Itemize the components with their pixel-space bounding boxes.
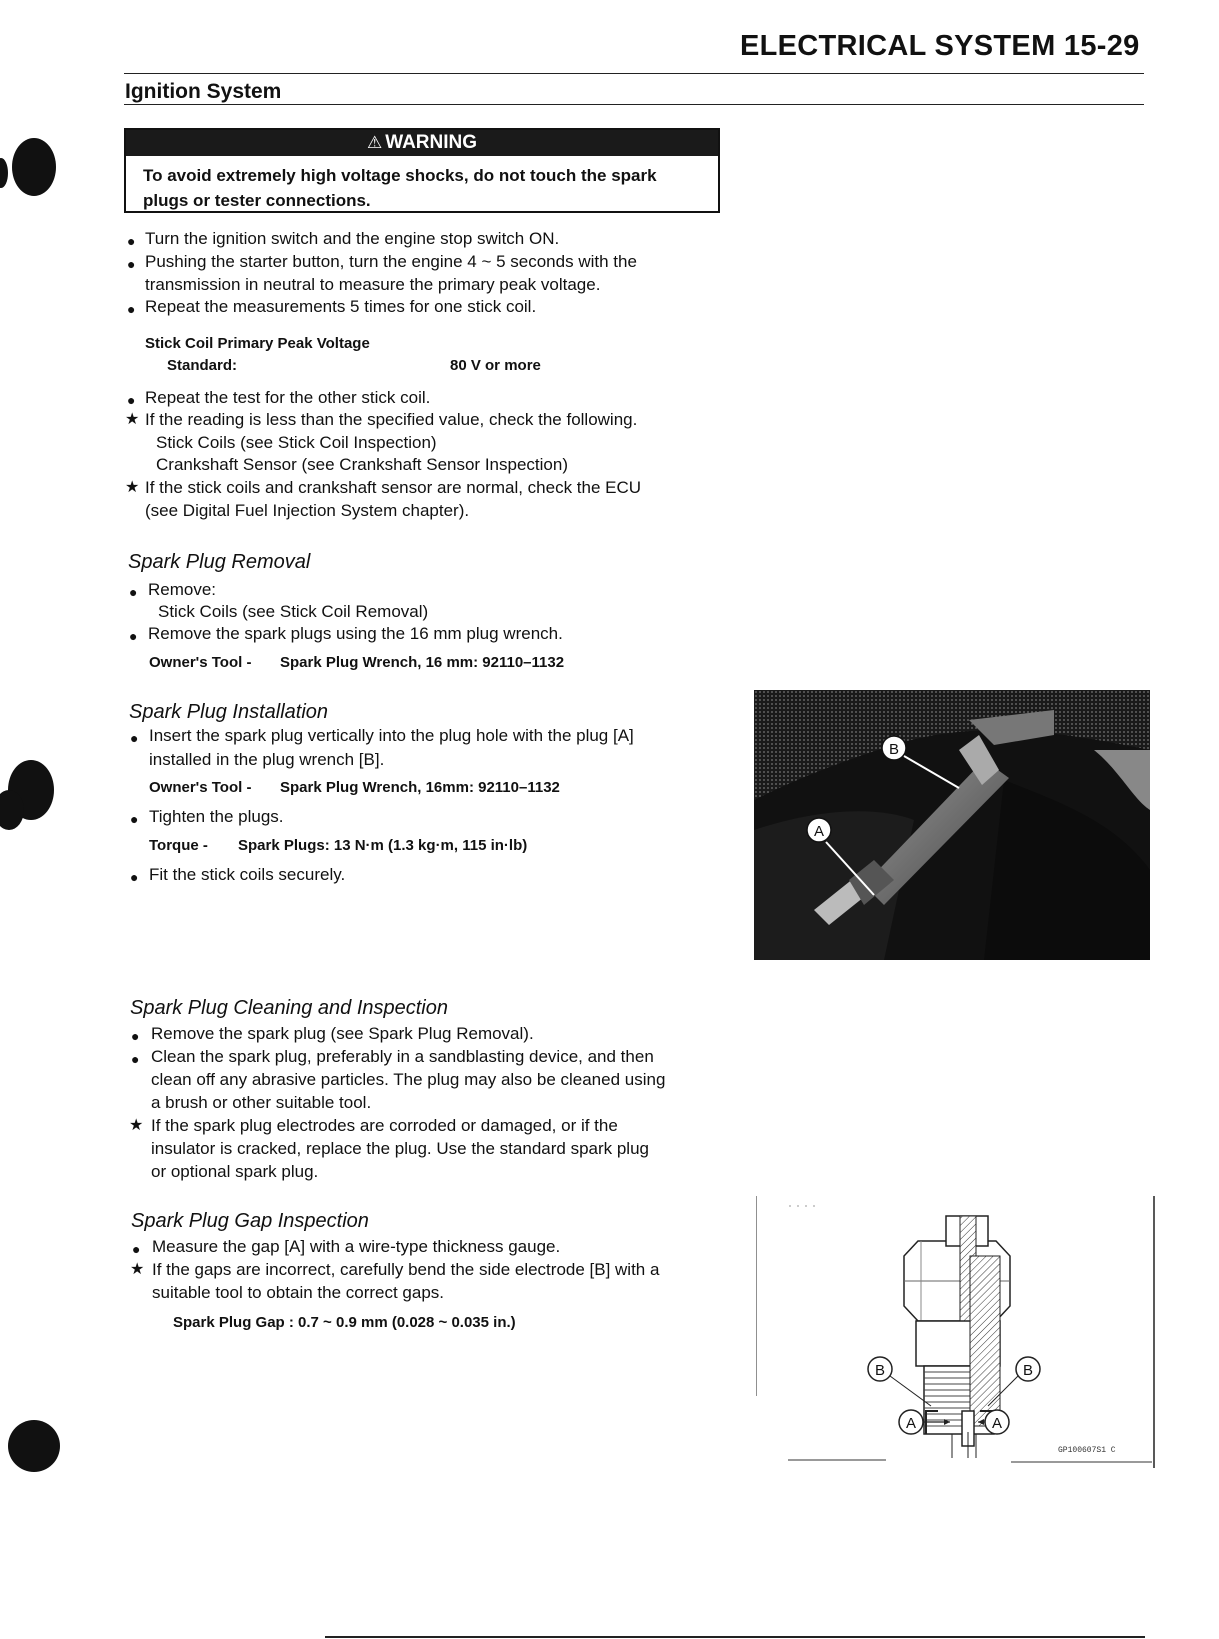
step-line: Stick Coils (see Stick Coil Inspection) bbox=[156, 433, 437, 452]
spark-plug-diagram bbox=[756, 1196, 1156, 1468]
step-line: Remove: bbox=[148, 580, 217, 599]
binder-hole bbox=[0, 158, 8, 188]
binder-hole bbox=[12, 138, 56, 196]
step-line: transmission in neutral to measure the primary peak voltage. bbox=[145, 275, 601, 294]
bullet-icon: ● bbox=[130, 730, 139, 746]
tool-label: Owner's Tool - bbox=[149, 779, 252, 796]
diagram-code: GP100607S1 C bbox=[1058, 1446, 1116, 1455]
step-line: If the gaps are incorrect, carefully bend the side electrode [B] with a bbox=[152, 1260, 660, 1279]
spec-label: Standard: bbox=[167, 357, 238, 374]
bullet-icon: ● bbox=[130, 811, 139, 827]
section-title: Ignition System bbox=[125, 80, 282, 103]
step-line: Fit the stick coils securely. bbox=[149, 865, 346, 884]
step-line: insulator is cracked, replace the plug. Use the standard spark plug bbox=[151, 1139, 649, 1158]
step-line: (see Digital Fuel Injection System chapter). bbox=[145, 501, 470, 520]
step-line: Turn the ignition switch and the engine stop switch ON. bbox=[145, 229, 560, 248]
step-line: Stick Coils (see Stick Coil Removal) bbox=[158, 602, 429, 621]
bullet-icon: ● bbox=[131, 1028, 140, 1044]
diagram-label-b: B bbox=[874, 1362, 886, 1379]
tool-value: Spark Plug Wrench, 16 mm: 92110–1132 bbox=[280, 654, 565, 671]
bullet-icon: ● bbox=[127, 301, 136, 317]
bottom-rule bbox=[325, 1636, 1145, 1638]
torque-value: Spark Plugs: 13 N·m (1.3 kg·m, 115 in·lb) bbox=[238, 837, 528, 854]
binder-hole bbox=[0, 790, 24, 830]
step-line: clean off any abrasive particles. The plug may also be cleaned using bbox=[151, 1070, 666, 1089]
bullet-icon: ● bbox=[132, 1241, 141, 1257]
torque-label: Torque - bbox=[149, 837, 208, 854]
binder-hole bbox=[8, 1420, 60, 1472]
photo-label-a: A bbox=[813, 823, 825, 840]
page-header-title: ELECTRICAL SYSTEM 15-29 bbox=[740, 30, 1140, 62]
warning-box bbox=[124, 128, 720, 213]
step-line: or optional spark plug. bbox=[151, 1162, 319, 1181]
bullet-icon: ● bbox=[131, 1051, 140, 1067]
step-line: Insert the spark plug vertically into the plug hole with the plug [A] bbox=[149, 726, 634, 745]
bullet-icon: ● bbox=[127, 233, 136, 249]
diagram-label-a: A bbox=[991, 1415, 1003, 1432]
warning-text bbox=[143, 163, 708, 213]
step-line: a brush or other suitable tool. bbox=[151, 1093, 372, 1112]
removal-heading: Spark Plug Removal bbox=[128, 551, 311, 573]
star-icon: ★ bbox=[125, 479, 140, 496]
diagram-label-b: B bbox=[1022, 1362, 1034, 1379]
step-line: suitable tool to obtain the correct gaps. bbox=[152, 1283, 445, 1302]
spec-value: 80 V or more bbox=[450, 357, 541, 374]
bullet-icon: ● bbox=[127, 256, 136, 272]
section-rule bbox=[124, 104, 1144, 105]
warning-header bbox=[126, 130, 718, 156]
diagram-label-a: A bbox=[905, 1415, 917, 1432]
photo-label-b: B bbox=[888, 741, 900, 758]
spec-title: Stick Coil Primary Peak Voltage bbox=[145, 335, 370, 352]
step-line: Clean the spark plug, preferably in a sandblasting device, and then bbox=[151, 1047, 654, 1066]
step-line: If the spark plug electrodes are corroded or damaged, or if the bbox=[151, 1116, 618, 1135]
bullet-icon: ● bbox=[127, 392, 136, 408]
gap-heading: Spark Plug Gap Inspection bbox=[131, 1210, 369, 1232]
header-rule bbox=[124, 73, 1144, 74]
warning-text-line: To avoid extremely high voltage shocks, do not touch the spark bbox=[143, 166, 657, 185]
step-line: If the reading is less than the specified value, check the following. bbox=[145, 410, 638, 429]
bullet-icon: ● bbox=[130, 869, 139, 885]
gap-spec: Spark Plug Gap : 0.7 ~ 0.9 mm (0.028 ~ 0.035 in.) bbox=[173, 1314, 516, 1331]
photo-svg bbox=[754, 690, 1150, 960]
star-icon: ★ bbox=[125, 411, 140, 428]
tool-label: Owner's Tool - bbox=[149, 654, 252, 671]
step-line: Remove the spark plugs using the 16 mm plug wrench. bbox=[148, 624, 563, 643]
step-line: Measure the gap [A] with a wire-type thickness gauge. bbox=[152, 1237, 561, 1256]
step-line: Remove the spark plug (see Spark Plug Removal). bbox=[151, 1024, 534, 1043]
installation-heading: Spark Plug Installation bbox=[129, 701, 329, 723]
step-line: Crankshaft Sensor (see Crankshaft Sensor Inspection) bbox=[156, 455, 568, 474]
step-line: Repeat the test for the other stick coil. bbox=[145, 388, 431, 407]
bullet-icon: ● bbox=[129, 584, 138, 600]
diagram-svg bbox=[756, 1196, 1156, 1468]
installation-photo bbox=[754, 690, 1150, 960]
step-line: installed in the plug wrench [B]. bbox=[149, 750, 385, 769]
warning-label: WARNING bbox=[385, 132, 478, 153]
step-line: Repeat the measurements 5 times for one stick coil. bbox=[145, 297, 537, 316]
step-line: Pushing the starter button, turn the engine 4 ~ 5 seconds with the bbox=[145, 252, 637, 271]
warning-text-line: plugs or tester connections. bbox=[143, 191, 371, 210]
step-line: If the stick coils and crankshaft sensor are normal, check the ECU bbox=[145, 478, 642, 497]
cleaning-heading: Spark Plug Cleaning and Inspection bbox=[130, 997, 448, 1019]
step-line: Tighten the plugs. bbox=[149, 807, 284, 826]
star-icon: ★ bbox=[129, 1117, 144, 1134]
tool-value: Spark Plug Wrench, 16mm: 92110–1132 bbox=[280, 779, 560, 796]
star-icon: ★ bbox=[130, 1261, 145, 1278]
warning-triangle-icon: ⚠ bbox=[366, 133, 383, 152]
bullet-icon: ● bbox=[129, 628, 138, 644]
